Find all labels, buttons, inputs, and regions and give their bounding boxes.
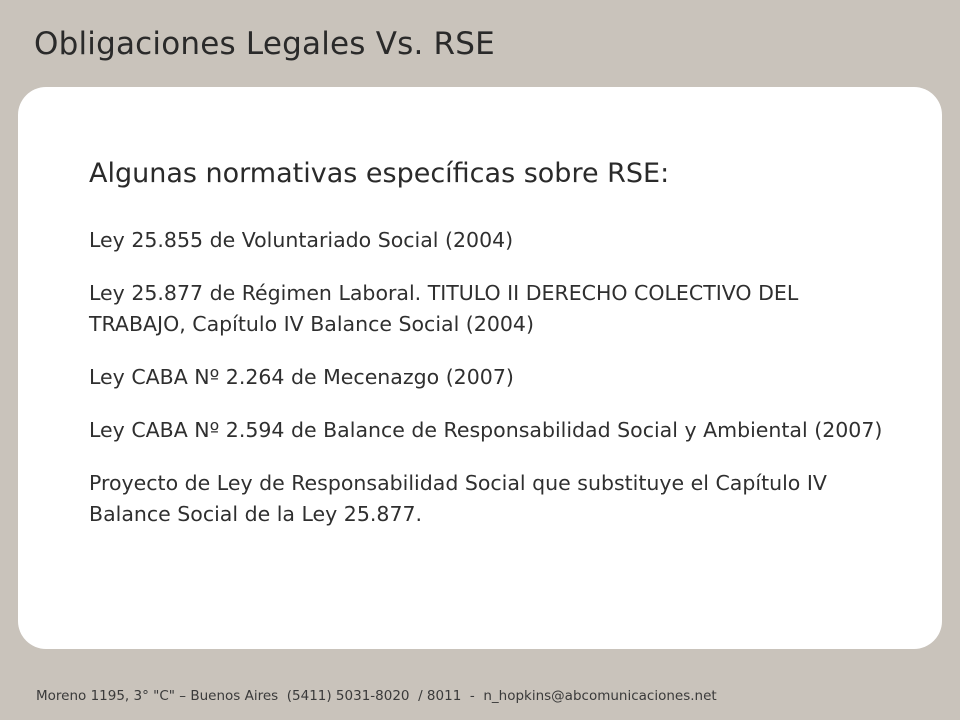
slide-title: Obligaciones Legales Vs. RSE xyxy=(34,26,495,62)
law-item-voluntariado: Ley 25.855 de Voluntariado Social (2004) xyxy=(89,228,514,252)
law-item-proyecto-ley: Proyecto de Ley de Responsabilidad Social que substituye el Capítulo IV Balance Social de la Ley 25.877. xyxy=(89,471,827,526)
law-item-mecenazgo: Ley CABA Nº 2.264 de Mecenazgo (2007) xyxy=(89,365,514,389)
content-body xyxy=(89,157,889,552)
footer-contact: Moreno 1195, 3° "C" – Buenos Aires (5411) 5031-8020 / 8011 - n_hopkins@abcomunicaciones.net xyxy=(36,688,717,704)
law-item-balance-responsabilidad: Ley CABA Nº 2.594 de Balance de Responsabilidad Social y Ambiental (2007) xyxy=(89,418,883,442)
panel-heading: Algunas normativas específicas sobre RSE: xyxy=(89,158,670,189)
content-panel xyxy=(18,87,942,649)
law-item-regimen-laboral: Ley 25.877 de Régimen Laboral. TITULO II DERECHO COLECTIVO DEL TRABAJO, Capítulo IV Balance Social (2004) xyxy=(89,281,799,336)
